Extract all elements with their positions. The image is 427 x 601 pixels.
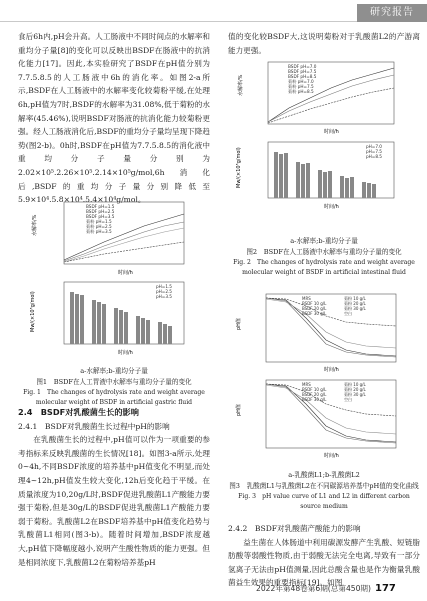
figure-2 bbox=[228, 58, 420, 216]
x-axis-label: 时间/h bbox=[324, 453, 339, 459]
figure-1-panel-a bbox=[31, 202, 184, 276]
section-tag: 研究报告 bbox=[357, 4, 427, 22]
svg-text:BSDF pH=8.5: BSDF pH=8.5 bbox=[288, 74, 317, 79]
section-heading: 2.4 BSDF对乳酸菌生长的影响 bbox=[18, 407, 139, 417]
figure-2-panel-b bbox=[236, 142, 394, 210]
y-axis-label: 水解率/% bbox=[238, 74, 244, 96]
svg-text:MRS: MRS bbox=[302, 382, 311, 387]
svg-text:BSDF pH=3.5: BSDF pH=3.5 bbox=[86, 214, 115, 219]
svg-text:pH=3.5: pH=3.5 bbox=[156, 294, 172, 299]
figure-2-panel-a bbox=[237, 62, 394, 135]
page-header bbox=[0, 0, 427, 30]
figure-1-caption: a-水解率;b-重均分子量 图1 BSDF在人工胃液中水解率与重均分子量的变化 Fig. 1 The changes of hydrolysis rate and weight average molecular weight of BSDF in artificial gastric fluid bbox=[23, 367, 205, 406]
subsection-heading: 2.4.1 BSDF对乳酸菌生长过程中pH的影响 bbox=[18, 421, 170, 431]
svg-text:pH=1.5: pH=1.5 bbox=[156, 284, 172, 289]
figure-3-panel-b bbox=[235, 380, 396, 459]
x-axis-label: 时间/h bbox=[324, 204, 339, 210]
svg-text:菊粉 20 g/L: 菊粉 20 g/L bbox=[344, 301, 366, 306]
svg-text:BSDF 30 g/L: BSDF 30 g/L bbox=[302, 397, 327, 402]
svg-text:BSDF pH=7.5: BSDF pH=7.5 bbox=[288, 69, 317, 74]
x-axis-label: 时间/h bbox=[324, 129, 339, 135]
svg-text:BSDF 10 g/L: BSDF 10 g/L bbox=[302, 387, 327, 392]
paragraph: 在乳酸菌生长的过程中,pH值可以作为一项重要的参考指标来反映乳酸菌的生长情况[18]。如图3-a所示,处理0~4h,不同BSDF浓度的培养基中pH值变化不明显,而处理4~12h,pH值发生较大变化,12h后变化趋于平缓。在质量浓度为10,20g/L时,BSDF促进乳酸菌L1产酸能力要强于菊粉,但是30g/L的BSDF促进乳酸菌L1产酸能力要弱于菊粉。乳酸菌L2在BSDF培养基中pH值变化趋势与乳酸菌L1相同(图3-b)。随着时间增加,BSDF浓度越大,pH值下降幅度越小,说明产生酸性物质的能力更强。但是相同浓度下,乳酸菌L2在菊粉培养基pH bbox=[18, 435, 210, 567]
svg-text:菊粉 10 g/L: 菊粉 10 g/L bbox=[344, 382, 366, 387]
svg-text:菊粉 pH=2.5: 菊粉 pH=2.5 bbox=[86, 224, 112, 229]
svg-text:pH=7.5: pH=7.5 bbox=[366, 149, 382, 154]
figure-1 bbox=[20, 196, 210, 366]
paragraph: 食后6h内,pH会升高。人工肠液中不同时间点的水解率和重均分子量[8]的变化可以反映出BSDF在肠液中的抗消化能力[17]。因此,本实验研究了BSDF在pH值分别为7.7.5.8.5的人工肠液中6h的消化率。如图2-a所示,BSDF在人工肠液中的水解率变化较菊粉平缓,在处理6h,pH值为7时,BSDF的水解率为31.08%,低于菊粉的水解率(45.46%),说明BSDF对肠液的抗消化能力较菊粉更强。经人工肠液消化后,BSDF的重均分子量均呈现下降趋势(图2-b)。0h时,BSDF在pH值为7.7.5.8.5的消化液中重均分子量分别为2.02×10⁵.2.26×10⁵.2.14×10⁵g/mol,6h消化后,BSDF的重均分子量分别降低至5.9×10⁴.5.8×10⁴.5.4×10⁴g/mol。 bbox=[18, 32, 210, 205]
svg-text:菊粉 pH=8.5: 菊粉 pH=8.5 bbox=[288, 89, 314, 94]
svg-text:菊粉 pH=3.5: 菊粉 pH=3.5 bbox=[86, 229, 112, 234]
svg-text:BSDF pH=1.5: BSDF pH=1.5 bbox=[86, 204, 115, 209]
header-rule bbox=[0, 21, 360, 22]
page-number: 177 bbox=[375, 583, 396, 594]
page-footer bbox=[256, 583, 396, 594]
issue-info: 2022年第48卷第6期(总第450期) bbox=[256, 584, 371, 593]
x-axis-label: 时间/h bbox=[118, 350, 133, 356]
svg-text:菊粉 pH=1.5: 菊粉 pH=1.5 bbox=[86, 219, 112, 224]
figure-3 bbox=[228, 288, 420, 468]
x-axis-label: 时间/h bbox=[118, 270, 133, 276]
svg-text:BSDF 30 g/L: BSDF 30 g/L bbox=[302, 311, 327, 316]
svg-text:菊粉 10 g/L: 菊粉 10 g/L bbox=[344, 296, 366, 301]
figure-3-panel-a bbox=[235, 294, 396, 373]
svg-text:空白: 空白 bbox=[344, 311, 352, 316]
svg-text:菊粉 pH=7.0: 菊粉 pH=7.0 bbox=[288, 79, 314, 84]
svg-text:pH=8.5: pH=8.5 bbox=[366, 154, 382, 159]
x-axis-label: 时间/h bbox=[324, 367, 339, 373]
svg-text:菊粉 20 g/L: 菊粉 20 g/L bbox=[344, 387, 366, 392]
y-axis-label: pH值 bbox=[236, 318, 242, 330]
y-axis-label: pH值 bbox=[236, 404, 242, 416]
left-column-top bbox=[18, 30, 210, 207]
right-column-top bbox=[228, 30, 420, 57]
svg-text:pH=7.0: pH=7.0 bbox=[366, 144, 382, 149]
y-axis-label: 水解率/% bbox=[32, 214, 38, 236]
subsection-heading: 2.4.2 BSDF对乳酸菌产酸能力的影响 bbox=[228, 524, 361, 533]
svg-text:空白: 空白 bbox=[344, 397, 352, 402]
svg-text:BSDF pH=2.5: BSDF pH=2.5 bbox=[86, 209, 115, 214]
svg-text:pH=2.5: pH=2.5 bbox=[156, 289, 172, 294]
svg-text:BSDF 10 g/L: BSDF 10 g/L bbox=[302, 301, 327, 306]
figure-1-panel-b bbox=[30, 282, 184, 356]
svg-text:菊粉 30 g/L: 菊粉 30 g/L bbox=[344, 392, 366, 397]
y-axis-label: Mw/(×10⁵g/mol) bbox=[236, 147, 242, 188]
svg-text:菊粉 pH=7.5: 菊粉 pH=7.5 bbox=[288, 84, 314, 89]
y-axis-label: Mw/(×10⁵g/mol) bbox=[30, 291, 36, 332]
figure-2-caption: a-水解率;b-重均分子量 图2 BSDF在人工肠液中水解率与重均分子量的变化 Fig. 2 The changes of hydrolysis rate and weight average molecular weight of BSDF in artificial intestinal fluid bbox=[233, 237, 415, 276]
right-column-bottom bbox=[228, 522, 420, 590]
svg-text:BSDF pH=7.0: BSDF pH=7.0 bbox=[288, 64, 317, 69]
left-column-bottom bbox=[18, 406, 210, 569]
series-line bbox=[64, 222, 184, 261]
figure-1-plots bbox=[20, 196, 210, 366]
series-line bbox=[64, 214, 184, 260]
svg-text:BSDF 20 g/L: BSDF 20 g/L bbox=[302, 306, 327, 311]
figure-3-caption: a-乳酸菌L1;b-乳酸菌L2 图3 乳酸菌L1与乳酸菌L2在不同碳源培养基中pH值的变化曲线 Fig. 3 pH value curve of L1 and L2 in different carbon source medium bbox=[229, 471, 419, 510]
figure-3-plots bbox=[228, 288, 420, 468]
paragraph: 益生菌在人体肠道中利用碳源发酵产生乳酸、短链脂肪酸等弱酸性物质,由于弱酸无法完全电离,导致有一部分氢离子无法由pH值测量,因此总酸含量也是作为衡量乳酸菌益生效果的重要指标[19]。如图 bbox=[228, 537, 420, 588]
svg-text:BSDF 20 g/L: BSDF 20 g/L bbox=[302, 392, 327, 397]
svg-text:MRS: MRS bbox=[302, 296, 311, 301]
paragraph: 值的变化较BSDF大,这说明菊粉对于乳酸菌L2的产游离能力更强。 bbox=[228, 32, 420, 55]
figure-2-plots bbox=[228, 58, 420, 216]
svg-text:菊粉 30 g/L: 菊粉 30 g/L bbox=[344, 306, 366, 311]
